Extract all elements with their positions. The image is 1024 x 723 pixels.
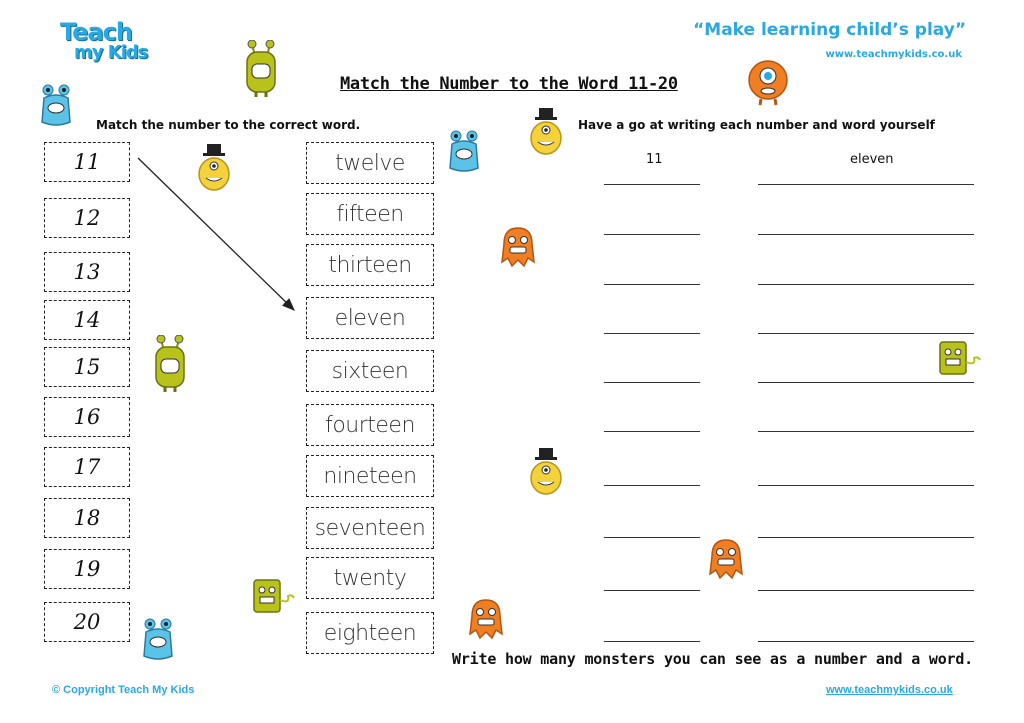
word-writing-line — [758, 234, 974, 235]
green-antenna-monster-icon — [153, 335, 187, 393]
number-writing-line — [604, 485, 700, 486]
number-label: 11 — [73, 150, 101, 174]
number-label: 16 — [73, 405, 101, 429]
monster-count-instruction: Write how many monsters you can see as a number and a word. — [452, 650, 974, 668]
word-writing-line — [758, 485, 974, 486]
yellow-top-hat-monster-icon — [528, 108, 564, 158]
footer-website-link[interactable]: www.teachmykids.co.uk — [826, 684, 953, 696]
square-green-monster-icon — [252, 578, 296, 616]
number-label: 14 — [73, 308, 101, 332]
green-antenna-monster-icon — [244, 40, 278, 98]
number-writing-line — [604, 431, 700, 432]
number-writing-line — [604, 333, 700, 334]
logo-line2: my Kids — [74, 42, 148, 63]
number-writing-line — [604, 537, 700, 538]
word-writing-line — [758, 184, 974, 185]
example-word: eleven — [850, 152, 894, 167]
blue-monster-icon — [140, 618, 176, 664]
square-green-monster-icon — [938, 340, 982, 378]
number-writing-line — [604, 234, 700, 235]
number-label: 13 — [73, 260, 101, 284]
word-label: thirteen — [328, 252, 412, 278]
logo-line1: Teach — [60, 18, 132, 46]
number-label: 19 — [73, 557, 101, 581]
match-instruction: Match the number to the correct word. — [96, 118, 361, 132]
number-writing-line — [604, 184, 700, 185]
header-website: www.teachmykids.co.uk — [825, 49, 962, 60]
word-label: seventeen — [314, 515, 426, 541]
word-label: eleven — [334, 305, 406, 331]
number-writing-line — [604, 284, 700, 285]
yellow-top-hat-monster-icon — [528, 448, 564, 498]
word-writing-line — [758, 333, 974, 334]
writing-instruction: Have a go at writing each number and word yourself — [578, 118, 935, 132]
word-label: fifteen — [336, 201, 404, 227]
blue-monster-icon — [38, 84, 74, 130]
word-label: nineteen — [323, 463, 417, 489]
example-number: 11 — [646, 152, 663, 167]
word-writing-line — [758, 641, 974, 642]
word-label: fourteen — [325, 412, 415, 438]
word-writing-line — [758, 431, 974, 432]
number-writing-line — [604, 641, 700, 642]
word-writing-line — [758, 590, 974, 591]
orange-blob-monster-icon — [498, 226, 538, 268]
number-label: 20 — [73, 610, 101, 634]
word-writing-line — [758, 537, 974, 538]
word-label: eighteen — [323, 620, 417, 646]
number-label: 17 — [73, 455, 101, 479]
word-label: sixteen — [331, 358, 409, 384]
copyright-text: © Copyright Teach My Kids — [52, 684, 195, 696]
orange-cyclops-monster-icon — [746, 58, 790, 106]
orange-blob-monster-icon — [466, 598, 506, 640]
word-label: twelve — [335, 150, 405, 176]
number-writing-line — [604, 382, 700, 383]
number-label: 18 — [73, 506, 101, 530]
tagline: “Make learning child’s play” — [693, 20, 966, 40]
yellow-top-hat-monster-icon — [196, 144, 232, 194]
number-label: 12 — [73, 206, 101, 230]
number-writing-line — [604, 590, 700, 591]
blue-monster-icon — [446, 130, 482, 176]
page-title: Match the Number to the Word 11-20 — [340, 74, 678, 94]
word-writing-line — [758, 284, 974, 285]
word-label: twenty — [333, 565, 407, 591]
number-label: 15 — [73, 355, 101, 379]
orange-blob-monster-icon — [706, 538, 746, 580]
word-writing-line — [758, 382, 974, 383]
